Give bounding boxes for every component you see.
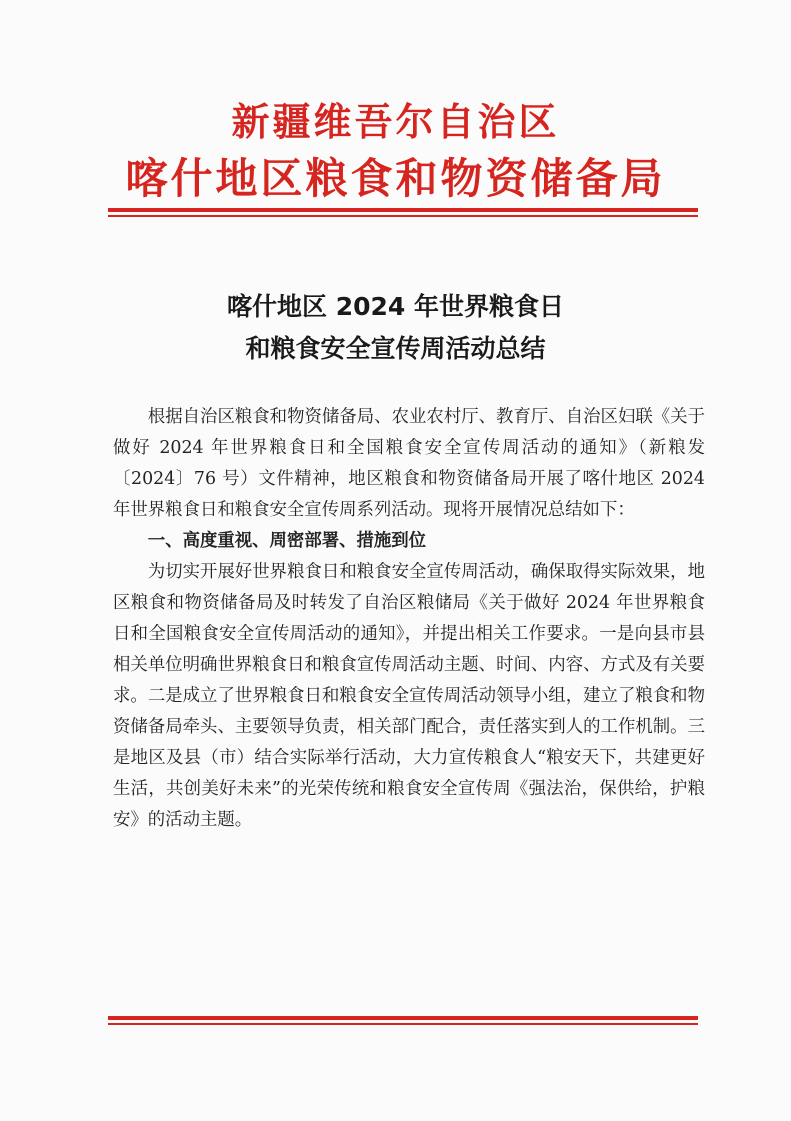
letterhead-region-name: 新疆维吾尔自治区 [231,100,560,144]
document-body [113,402,705,836]
letterhead-bureau-name: 喀什地区粮食和物资储备局 [125,154,666,203]
document-title-line1: 喀什地区 2024 年世界粮食日 [227,292,564,321]
footer-divider-thick [108,1016,698,1020]
body-paragraph-intro: 根据自治区粮食和物资储备局、农业农村厅、教育厅、自治区妇联《关于做好 2024 年世界粮食日和全国粮食安全宣传周活动的通知》（新粮发〔2024〕76 号）文件精神，地区粮食和物资储备局开展了喀什地区 2024 年世界粮食日和粮食安全宣传周系列活动。现将开展情况总结如下： [113,407,705,520]
footer-divider-thin [108,1023,698,1025]
letterhead-divider-thick [108,208,698,212]
body-paragraph-section1: 为切实开展好世界粮食日和粮食安全宣传周活动，确保取得实际效果，地区粮食和物资储备局及时转发了自治区粮储局《关于做好 2024 年世界粮食日和全国粮食安全宣传周活动的通知》，并提出相关工作要求。一是向县市县相关单位明确世界粮食日和粮食宣传周活动主题、时间、内容、方式及有关要求。二是成立了世界粮食日和粮食安全宣传周活动领导小组，建立了粮食和物资储备局牵头、主要领导负责，相关部门配合，责任落实到人的工作机制。三是地区及县（市）结合实际举行活动，大力宣传粮食人“粮安天下，共建更好生活，共创美好未来”的光荣传统和粮食安全宣传周《强法治，保供给，护粮安》的活动主题。 [113,562,705,830]
section-heading-1: 一、高度重视、周密部署、措施到位 [147,531,427,551]
letterhead-divider-thin [108,215,698,217]
document-title-line2: 和粮食安全宣传周活动总结 [245,334,546,363]
